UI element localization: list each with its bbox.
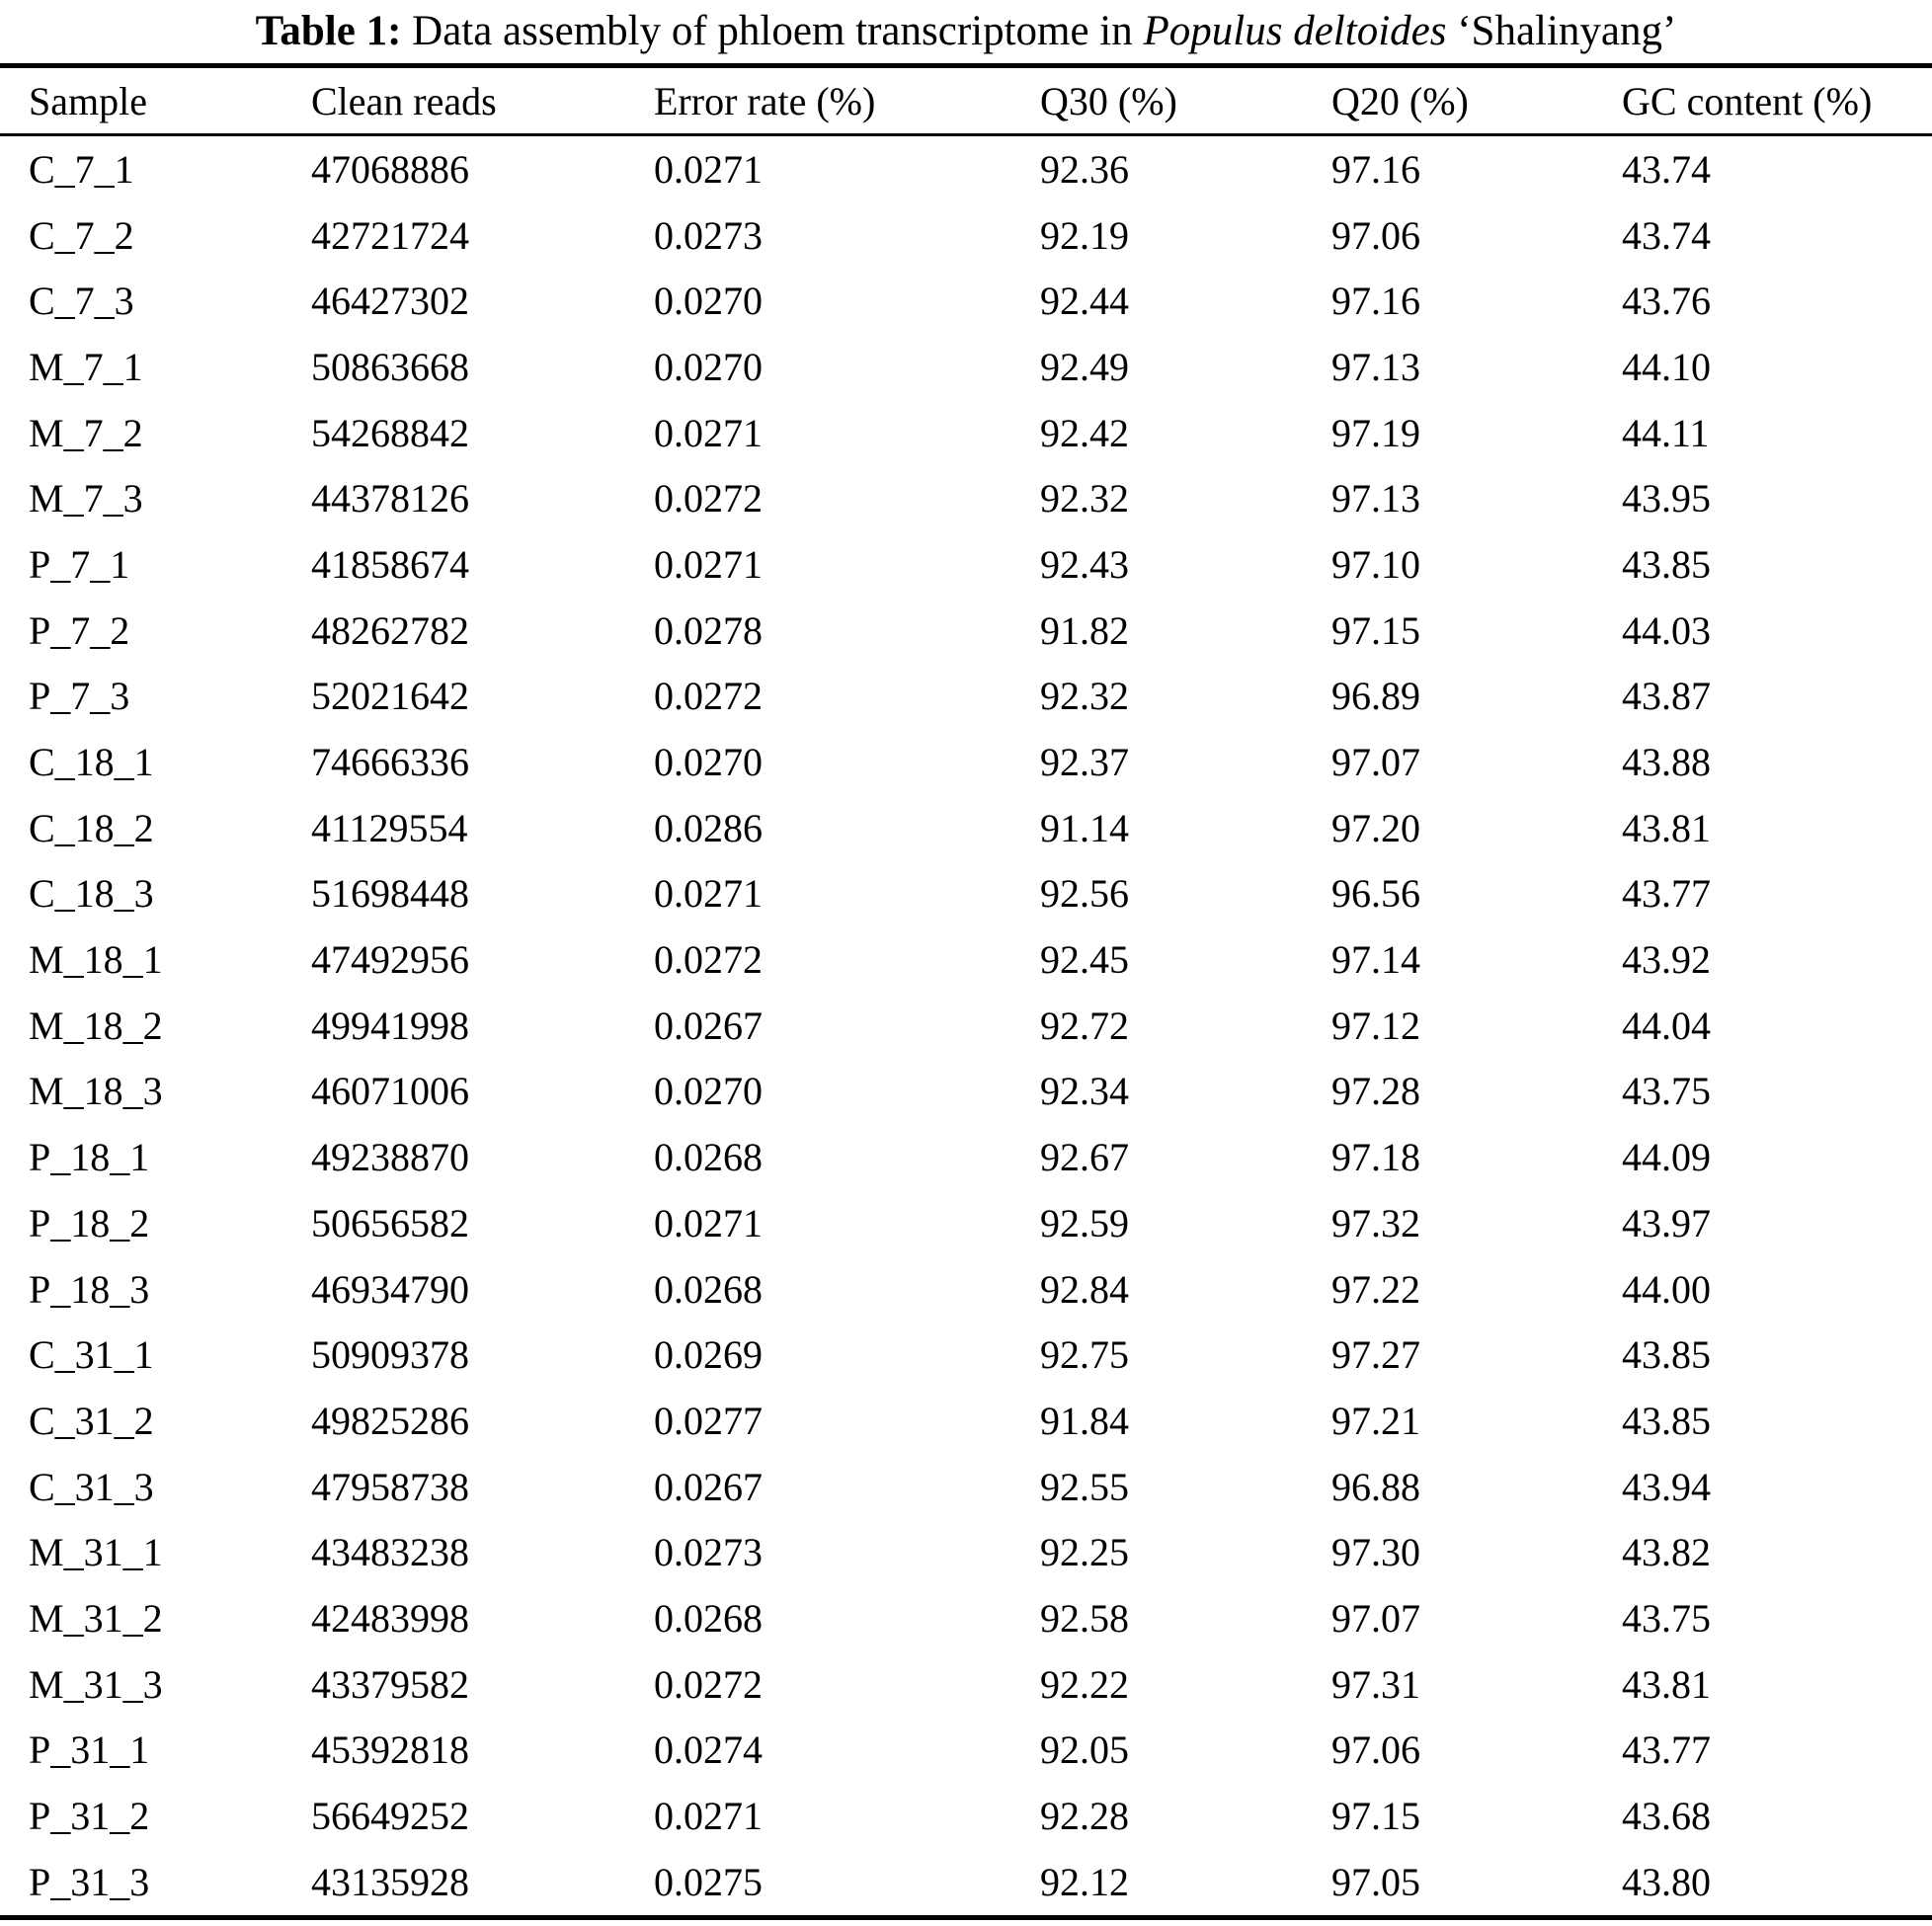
cell-clean-reads: 44378126 xyxy=(311,476,469,522)
cell-clean-reads: 41858674 xyxy=(311,541,469,587)
cell-q30: 92.36 xyxy=(1040,146,1129,192)
cell-gc-content: 43.85 xyxy=(1622,541,1711,587)
cell-q30: 92.44 xyxy=(1040,279,1129,324)
cell-q20: 97.14 xyxy=(1331,937,1420,983)
table-caption xyxy=(0,0,1932,63)
cell-error-rate: 0.0267 xyxy=(654,1464,763,1509)
cell-clean-reads: 42721724 xyxy=(311,212,469,258)
cell-gc-content: 43.77 xyxy=(1622,1727,1711,1773)
cell-error-rate: 0.0269 xyxy=(654,1332,763,1378)
table-row xyxy=(0,465,1932,531)
cell-q20: 97.28 xyxy=(1331,1069,1420,1114)
column-header-clean-reads: Clean reads xyxy=(282,66,625,135)
cell-clean-reads: 50863668 xyxy=(311,344,469,389)
cell-clean-reads: 49941998 xyxy=(311,1003,469,1048)
cell-clean-reads: 45392818 xyxy=(311,1727,469,1773)
cell-gc-content: 43.95 xyxy=(1622,476,1711,522)
cell-gc-content: 43.74 xyxy=(1622,146,1711,192)
cell-error-rate: 0.0271 xyxy=(654,1200,763,1245)
cell-sample: P_18_2 xyxy=(29,1200,150,1245)
table-row xyxy=(0,729,1932,795)
cell-error-rate: 0.0270 xyxy=(654,279,763,324)
cell-error-rate: 0.0272 xyxy=(654,1661,763,1707)
cell-sample: C_7_1 xyxy=(29,146,134,192)
cell-q20: 97.19 xyxy=(1331,410,1420,455)
table-row xyxy=(0,598,1932,664)
cell-clean-reads: 50656582 xyxy=(311,1200,469,1245)
table-header xyxy=(0,66,1932,135)
cell-gc-content: 43.81 xyxy=(1622,805,1711,850)
table-row xyxy=(0,1059,1932,1125)
cell-q20: 97.16 xyxy=(1331,279,1420,324)
cell-q20: 97.21 xyxy=(1331,1398,1420,1443)
cell-gc-content: 43.77 xyxy=(1622,871,1711,917)
cell-error-rate: 0.0286 xyxy=(654,805,763,850)
cell-error-rate: 0.0267 xyxy=(654,1003,763,1048)
table-row xyxy=(0,1124,1932,1190)
cell-error-rate: 0.0278 xyxy=(654,607,763,653)
cell-sample: M_18_1 xyxy=(29,937,163,983)
cell-gc-content: 43.76 xyxy=(1622,279,1711,324)
cell-q20: 96.88 xyxy=(1331,1464,1420,1509)
cell-error-rate: 0.0271 xyxy=(654,871,763,917)
cell-sample: M_31_3 xyxy=(29,1661,163,1707)
cell-sample: C_7_3 xyxy=(29,279,134,324)
cell-clean-reads: 47958738 xyxy=(311,1464,469,1509)
cell-clean-reads: 74666336 xyxy=(311,740,469,785)
cell-clean-reads: 54268842 xyxy=(311,410,469,455)
column-header-gc-content: GC content (%) xyxy=(1593,66,1932,135)
cell-clean-reads: 47068886 xyxy=(311,146,469,192)
cell-q30: 92.05 xyxy=(1040,1727,1129,1773)
cell-q20: 97.30 xyxy=(1331,1530,1420,1575)
table-caption-text-tail: ‘Shalinyang’ xyxy=(1446,8,1677,54)
cell-error-rate: 0.0270 xyxy=(654,1069,763,1114)
cell-q30: 92.75 xyxy=(1040,1332,1129,1378)
cell-q30: 91.14 xyxy=(1040,805,1129,850)
cell-clean-reads: 43135928 xyxy=(311,1859,469,1904)
cell-sample: M_31_2 xyxy=(29,1595,163,1641)
column-header-error-rate: Error rate (%) xyxy=(625,66,1011,135)
cell-clean-reads: 46071006 xyxy=(311,1069,469,1114)
cell-q20: 97.16 xyxy=(1331,146,1420,192)
table-row xyxy=(0,268,1932,334)
table-row xyxy=(0,135,1932,202)
table-row xyxy=(0,1519,1932,1585)
cell-sample: C_18_1 xyxy=(29,740,154,785)
cell-q20: 97.13 xyxy=(1331,476,1420,522)
cell-error-rate: 0.0271 xyxy=(654,146,763,192)
table-row xyxy=(0,400,1932,466)
table-caption-label: Table 1: xyxy=(255,8,402,54)
cell-gc-content: 43.80 xyxy=(1622,1859,1711,1904)
cell-q30: 92.84 xyxy=(1040,1266,1129,1312)
cell-sample: C_18_3 xyxy=(29,871,154,917)
cell-error-rate: 0.0277 xyxy=(654,1398,763,1443)
cell-gc-content: 43.85 xyxy=(1622,1398,1711,1443)
cell-q30: 92.45 xyxy=(1040,937,1129,983)
table-row xyxy=(0,795,1932,861)
cell-error-rate: 0.0271 xyxy=(654,541,763,587)
cell-q20: 97.07 xyxy=(1331,740,1420,785)
cell-sample: M_18_2 xyxy=(29,1003,163,1048)
cell-q30: 92.67 xyxy=(1040,1135,1129,1180)
cell-gc-content: 43.82 xyxy=(1622,1530,1711,1575)
cell-q30: 92.37 xyxy=(1040,740,1129,785)
cell-gc-content: 43.75 xyxy=(1622,1595,1711,1641)
cell-q20: 97.22 xyxy=(1331,1266,1420,1312)
table-row xyxy=(0,1190,1932,1256)
cell-error-rate: 0.0272 xyxy=(654,674,763,719)
cell-clean-reads: 46934790 xyxy=(311,1266,469,1312)
cell-q20: 97.06 xyxy=(1331,212,1420,258)
table-row xyxy=(0,1718,1932,1784)
cell-sample: M_7_2 xyxy=(29,410,143,455)
cell-q30: 92.58 xyxy=(1040,1595,1129,1641)
table-row xyxy=(0,1322,1932,1388)
cell-error-rate: 0.0272 xyxy=(654,476,763,522)
cell-clean-reads: 50909378 xyxy=(311,1332,469,1378)
table-row xyxy=(0,993,1932,1059)
cell-clean-reads: 41129554 xyxy=(311,805,468,850)
table-row xyxy=(0,1388,1932,1454)
cell-q20: 96.89 xyxy=(1331,674,1420,719)
cell-sample: P_7_3 xyxy=(29,674,130,719)
column-header-q20: Q20 (%) xyxy=(1303,66,1593,135)
cell-q30: 91.84 xyxy=(1040,1398,1129,1443)
cell-clean-reads: 47492956 xyxy=(311,937,469,983)
cell-error-rate: 0.0272 xyxy=(654,937,763,983)
cell-gc-content: 44.03 xyxy=(1622,607,1711,653)
cell-clean-reads: 42483998 xyxy=(311,1595,469,1641)
cell-q20: 97.10 xyxy=(1331,541,1420,587)
cell-q30: 92.19 xyxy=(1040,212,1129,258)
data-assembly-table xyxy=(0,63,1932,1920)
cell-gc-content: 43.85 xyxy=(1622,1332,1711,1378)
cell-error-rate: 0.0268 xyxy=(654,1135,763,1180)
table-row xyxy=(0,334,1932,400)
cell-q20: 97.27 xyxy=(1331,1332,1420,1378)
cell-clean-reads: 52021642 xyxy=(311,674,469,719)
cell-q30: 92.72 xyxy=(1040,1003,1129,1048)
cell-error-rate: 0.0268 xyxy=(654,1266,763,1312)
cell-sample: M_7_1 xyxy=(29,344,143,389)
cell-q30: 92.34 xyxy=(1040,1069,1129,1114)
cell-gc-content: 44.11 xyxy=(1622,410,1710,455)
table-row xyxy=(0,1585,1932,1651)
cell-error-rate: 0.0270 xyxy=(654,344,763,389)
table-row xyxy=(0,1783,1932,1849)
cell-clean-reads: 46427302 xyxy=(311,279,469,324)
cell-error-rate: 0.0268 xyxy=(654,1595,763,1641)
table-row xyxy=(0,926,1932,993)
cell-q20: 97.05 xyxy=(1331,1859,1420,1904)
cell-gc-content: 43.75 xyxy=(1622,1069,1711,1114)
cell-q30: 92.25 xyxy=(1040,1530,1129,1575)
cell-gc-content: 43.68 xyxy=(1622,1794,1711,1839)
cell-q30: 92.32 xyxy=(1040,476,1129,522)
cell-q20: 97.06 xyxy=(1331,1727,1420,1773)
table-caption-text: Data assembly of phloem transcriptome in xyxy=(401,8,1144,54)
cell-clean-reads: 49825286 xyxy=(311,1398,469,1443)
cell-q20: 97.18 xyxy=(1331,1135,1420,1180)
cell-q30: 92.43 xyxy=(1040,541,1129,587)
cell-q30: 92.42 xyxy=(1040,410,1129,455)
cell-q20: 97.32 xyxy=(1331,1200,1420,1245)
table-row xyxy=(0,1849,1932,1917)
cell-sample: P_18_3 xyxy=(29,1266,150,1312)
cell-gc-content: 43.81 xyxy=(1622,1661,1711,1707)
cell-sample: P_31_3 xyxy=(29,1859,150,1904)
table-row xyxy=(0,202,1932,269)
cell-gc-content: 43.97 xyxy=(1622,1200,1711,1245)
cell-q30: 92.32 xyxy=(1040,674,1129,719)
cell-gc-content: 43.88 xyxy=(1622,740,1711,785)
cell-sample: C_31_1 xyxy=(29,1332,154,1378)
cell-sample: P_7_2 xyxy=(29,607,130,653)
cell-error-rate: 0.0271 xyxy=(654,1794,763,1839)
cell-sample: P_7_1 xyxy=(29,541,130,587)
cell-gc-content: 44.00 xyxy=(1622,1266,1711,1312)
cell-error-rate: 0.0274 xyxy=(654,1727,763,1773)
cell-gc-content: 43.94 xyxy=(1622,1464,1711,1509)
table-row xyxy=(0,1651,1932,1718)
cell-q30: 92.22 xyxy=(1040,1661,1129,1707)
cell-sample: C_7_2 xyxy=(29,212,134,258)
table-row xyxy=(0,861,1932,927)
cell-error-rate: 0.0270 xyxy=(654,740,763,785)
table-caption-species: Populus deltoides xyxy=(1143,8,1447,54)
cell-q30: 92.56 xyxy=(1040,871,1129,917)
table-row xyxy=(0,664,1932,730)
cell-clean-reads: 51698448 xyxy=(311,871,469,917)
cell-q20: 97.20 xyxy=(1331,805,1420,850)
cell-q20: 97.15 xyxy=(1331,607,1420,653)
table-row xyxy=(0,1256,1932,1323)
cell-gc-content: 43.74 xyxy=(1622,212,1711,258)
cell-sample: P_31_2 xyxy=(29,1794,150,1839)
cell-q30: 92.28 xyxy=(1040,1794,1129,1839)
cell-sample: C_31_3 xyxy=(29,1464,154,1509)
cell-error-rate: 0.0271 xyxy=(654,410,763,455)
table-row xyxy=(0,531,1932,598)
cell-clean-reads: 48262782 xyxy=(311,607,469,653)
cell-clean-reads: 43483238 xyxy=(311,1530,469,1575)
cell-sample: C_31_2 xyxy=(29,1398,154,1443)
cell-q30: 92.59 xyxy=(1040,1200,1129,1245)
cell-gc-content: 44.09 xyxy=(1622,1135,1711,1180)
cell-q30: 92.49 xyxy=(1040,344,1129,389)
cell-q30: 92.12 xyxy=(1040,1859,1129,1904)
cell-q20: 97.31 xyxy=(1331,1661,1420,1707)
table-header-row xyxy=(0,66,1932,135)
cell-q20: 96.56 xyxy=(1331,871,1420,917)
column-header-q30: Q30 (%) xyxy=(1011,66,1303,135)
table-row xyxy=(0,1454,1932,1520)
cell-gc-content: 44.10 xyxy=(1622,344,1711,389)
cell-sample: P_31_1 xyxy=(29,1727,150,1773)
cell-clean-reads: 43379582 xyxy=(311,1661,469,1707)
cell-q30: 92.55 xyxy=(1040,1464,1129,1509)
cell-sample: M_18_3 xyxy=(29,1069,163,1114)
cell-gc-content: 43.92 xyxy=(1622,937,1711,983)
cell-q20: 97.07 xyxy=(1331,1595,1420,1641)
cell-sample: P_18_1 xyxy=(29,1135,150,1180)
cell-error-rate: 0.0273 xyxy=(654,1530,763,1575)
column-header-sample: Sample xyxy=(0,66,282,135)
cell-q20: 97.12 xyxy=(1331,1003,1420,1048)
cell-gc-content: 44.04 xyxy=(1622,1003,1711,1048)
cell-sample: M_31_1 xyxy=(29,1530,163,1575)
cell-clean-reads: 49238870 xyxy=(311,1135,469,1180)
cell-sample: M_7_3 xyxy=(29,476,143,522)
cell-q20: 97.13 xyxy=(1331,344,1420,389)
cell-gc-content: 43.87 xyxy=(1622,674,1711,719)
cell-error-rate: 0.0275 xyxy=(654,1859,763,1904)
cell-clean-reads: 56649252 xyxy=(311,1794,469,1839)
cell-sample: C_18_2 xyxy=(29,805,154,850)
table-body xyxy=(0,135,1932,1918)
cell-q20: 97.15 xyxy=(1331,1794,1420,1839)
cell-q30: 91.82 xyxy=(1040,607,1129,653)
cell-error-rate: 0.0273 xyxy=(654,212,763,258)
